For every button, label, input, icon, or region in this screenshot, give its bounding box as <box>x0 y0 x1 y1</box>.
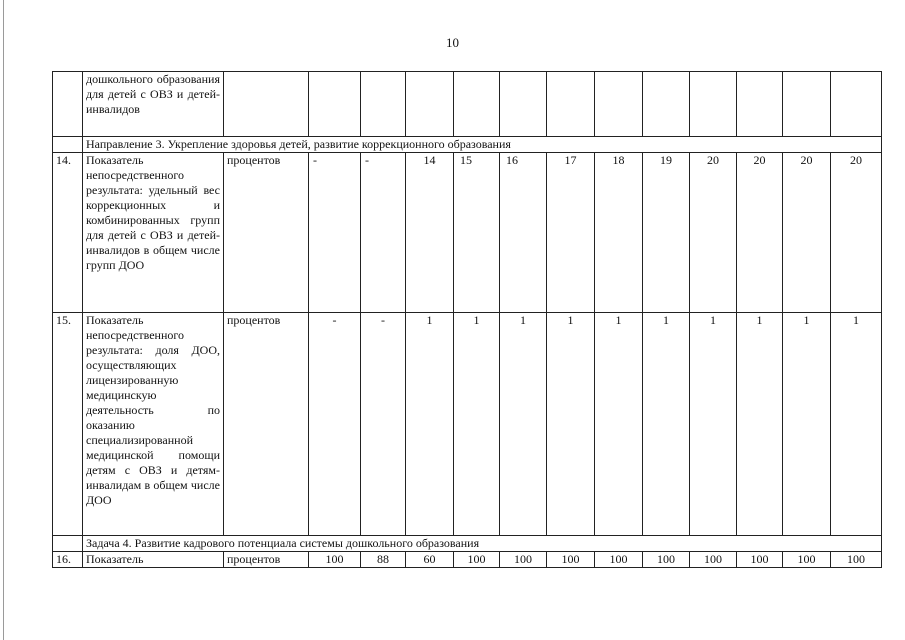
value-cell: 1 <box>454 313 500 536</box>
value-cell: 1 <box>406 313 454 536</box>
value-cell: 100 <box>547 552 595 568</box>
value-cell: 100 <box>737 552 783 568</box>
value-cell <box>454 72 500 137</box>
value-cell: 1 <box>783 313 831 536</box>
row-description: Показатель непосредственного результата: удельный вес коррекционных и комбинированных групп для детей с ОВЗ и детей-инвалидов в общем числе групп ДОО <box>83 153 224 313</box>
value-cell: 17 <box>547 153 595 313</box>
value-cell: 88 <box>361 552 406 568</box>
value-cell: 1 <box>500 313 547 536</box>
value-cell: 20 <box>783 153 831 313</box>
section-row <box>53 536 882 552</box>
value-cell: 1 <box>737 313 783 536</box>
value-cell <box>309 72 361 137</box>
row-number: 16. <box>53 552 83 568</box>
value-cell: - <box>309 313 361 536</box>
row-number: 15. <box>53 313 83 536</box>
value-cell: 100 <box>643 552 690 568</box>
row-description: Показатель <box>83 552 224 568</box>
value-cell: 1 <box>643 313 690 536</box>
value-cell: 100 <box>831 552 882 568</box>
scan-edge-line <box>3 0 4 640</box>
table-row <box>53 313 882 536</box>
value-cell <box>643 72 690 137</box>
row-description: Показатель непосредственного результата: доля ДОО, осуществляющих лицензированную медицинскую деятельность по оказанию специализированной медицинской помощи детям с ОВЗ и детям-инвалидам в общем числе ДОО <box>83 313 224 536</box>
row-number <box>53 137 83 153</box>
value-cell: - <box>309 153 361 313</box>
value-cell: 1 <box>690 313 737 536</box>
value-cell <box>783 72 831 137</box>
row-unit <box>224 72 309 137</box>
value-cell: 1 <box>831 313 882 536</box>
indicators-table <box>52 71 882 568</box>
value-cell: 15 <box>454 153 500 313</box>
value-cell: 1 <box>595 313 643 536</box>
row-unit: процентов <box>224 313 309 536</box>
row-number <box>53 536 83 552</box>
table-row <box>53 552 882 568</box>
value-cell: 20 <box>737 153 783 313</box>
value-cell <box>361 72 406 137</box>
value-cell <box>500 72 547 137</box>
value-cell <box>595 72 643 137</box>
value-cell: 60 <box>406 552 454 568</box>
value-cell: 1 <box>547 313 595 536</box>
row-number <box>53 72 83 137</box>
value-cell: 100 <box>783 552 831 568</box>
value-cell: - <box>361 153 406 313</box>
value-cell: 100 <box>595 552 643 568</box>
value-cell: 100 <box>309 552 361 568</box>
value-cell: 19 <box>643 153 690 313</box>
value-cell <box>547 72 595 137</box>
value-cell <box>737 72 783 137</box>
table-row <box>53 153 882 313</box>
value-cell: 14 <box>406 153 454 313</box>
value-cell: 20 <box>690 153 737 313</box>
row-description: дошкольного образования для детей с ОВЗ и детей-инвалидов <box>83 72 224 137</box>
value-cell <box>690 72 737 137</box>
section-row <box>53 137 882 153</box>
section-heading-3: Направление 3. Укрепление здоровья детей, развитие коррекционного образования <box>83 137 882 153</box>
value-cell <box>406 72 454 137</box>
row-number: 14. <box>53 153 83 313</box>
value-cell: 16 <box>500 153 547 313</box>
row-unit: процентов <box>224 153 309 313</box>
table-row <box>53 72 882 137</box>
value-cell: 20 <box>831 153 882 313</box>
value-cell: 100 <box>454 552 500 568</box>
row-unit: процентов <box>224 552 309 568</box>
value-cell: 100 <box>500 552 547 568</box>
page-number: 10 <box>446 35 459 50</box>
value-cell: - <box>361 313 406 536</box>
value-cell: 18 <box>595 153 643 313</box>
section-heading-4: Задача 4. Развитие кадрового потенциала системы дошкольного образования <box>83 536 882 552</box>
value-cell <box>831 72 882 137</box>
value-cell: 100 <box>690 552 737 568</box>
